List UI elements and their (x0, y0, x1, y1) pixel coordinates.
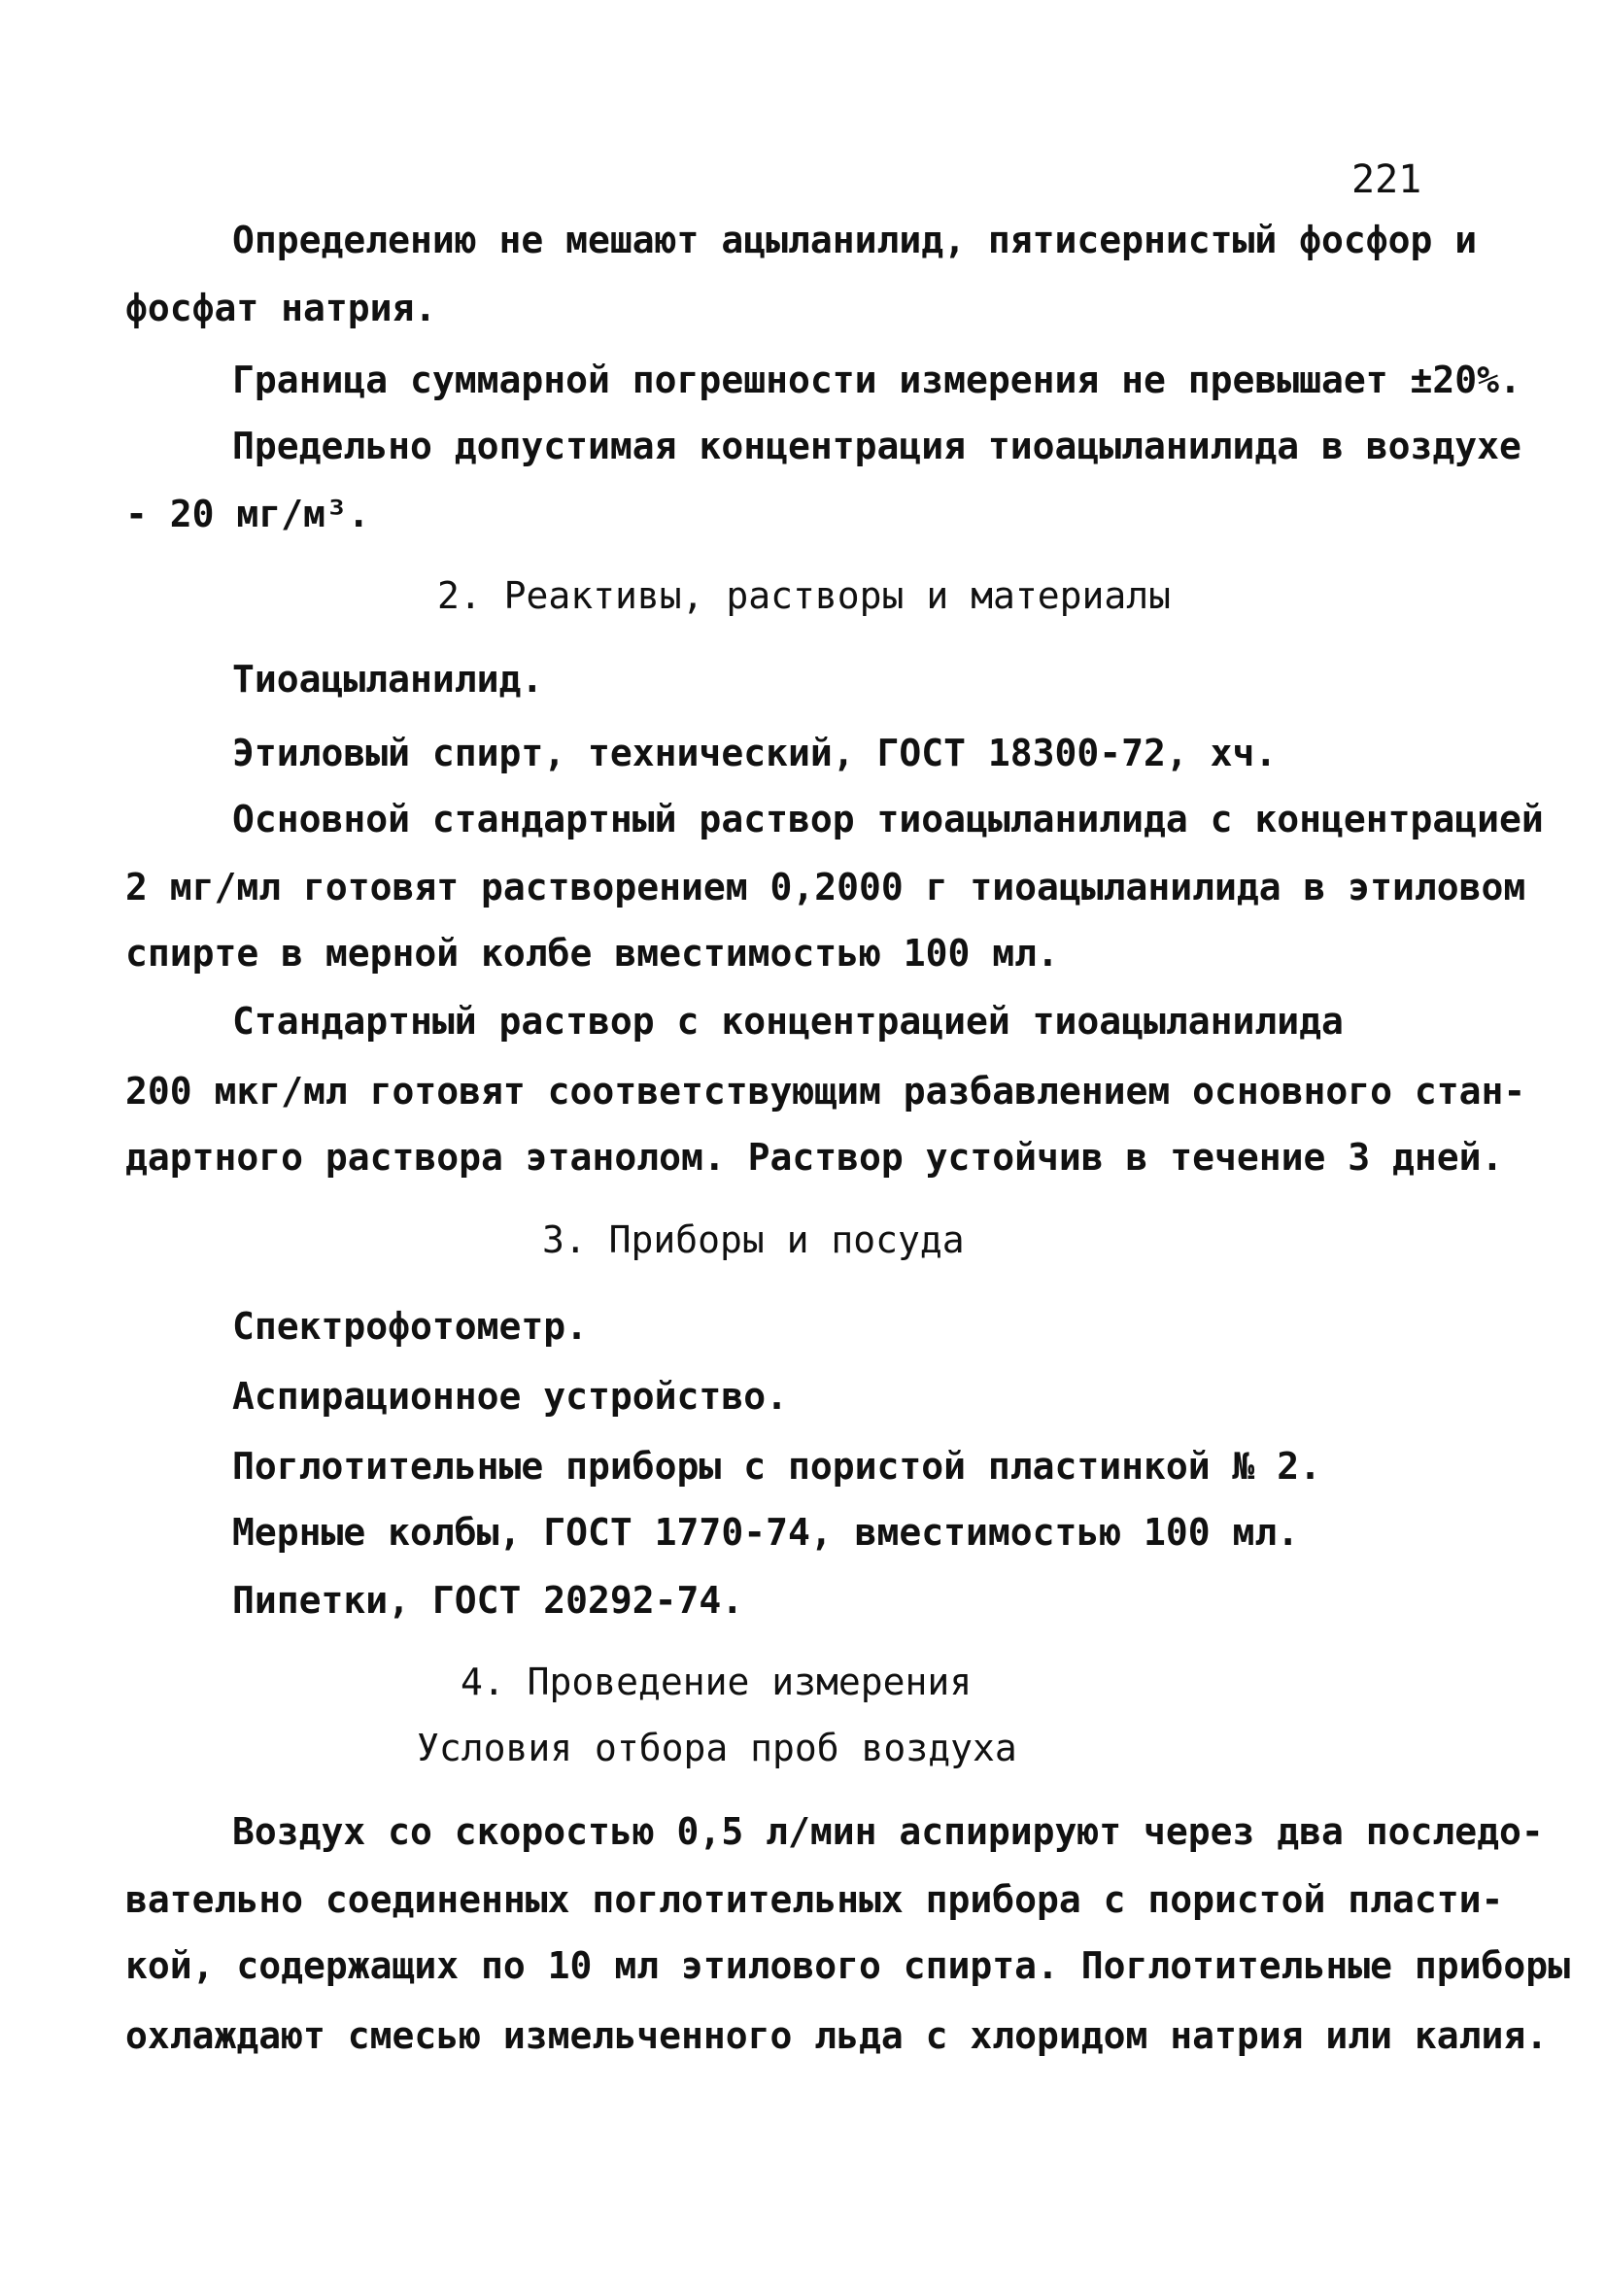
section-2-p1-line1: Основной стандартный раствор тиоацыланилида с концентрацией (232, 798, 1544, 840)
section-2-item-1: Тиоацыланилид. (232, 658, 544, 701)
section-4-subheading: Условия отбора проб воздуха (417, 1727, 1017, 1769)
section-2-p2-line1: Стандартный раствор с концентрацией тиоацыланилида (232, 1000, 1344, 1043)
section-3-item-4: Мерные колбы, ГОСТ 1770-74, вместимостью 100 мл. (232, 1511, 1300, 1554)
section-3-item-5: Пипетки, ГОСТ 20292-74. (232, 1579, 744, 1622)
intro-p2: Граница суммарной погрешности измерения не превышает ±20%. (232, 359, 1521, 401)
intro-p1-line1: Определению не мешают ацыланилид, пятисернистый фосфор и (232, 219, 1478, 261)
section-4-p1-line4: охлаждают смесью измельченного льда с хлоридом натрия или калия. (125, 2014, 1549, 2057)
section-2-p1-line3: спирте в мерной колбе вместимостью 100 мл. (125, 932, 1059, 975)
section-3-item-2: Аспирационное устройство. (232, 1375, 788, 1418)
section-4-p1-line3: кой, содержащих по 10 мл этилового спирта. Поглотительные приборы (125, 1944, 1571, 1987)
section-4-p1-line1: Воздух со скоростью 0,5 л/мин аспирируют через два последо- (232, 1810, 1544, 1853)
section-2-p2-line2: 200 мкг/мл готовят соответствующим разбавлением основного стан- (125, 1070, 1526, 1113)
section-3-heading: 3. Приборы и посуда (542, 1218, 965, 1261)
intro-p3-line2: - 20 мг/м³. (125, 493, 370, 535)
section-2-p2-line3: дартного раствора этанолом. Раствор устойчив в течение 3 дней. (125, 1136, 1504, 1179)
section-4-p1-line2: вательно соединенных поглотительных прибора с пористой пласти- (125, 1878, 1504, 1921)
section-3-item-1: Спектрофотометр. (232, 1305, 589, 1348)
page-number: 221 (1351, 157, 1422, 202)
section-3-item-3: Поглотительные приборы с пористой пластинкой № 2. (232, 1445, 1322, 1488)
section-2-heading: 2. Реактивы, растворы и материалы (437, 574, 1171, 617)
section-4-heading: 4. Проведение измерения (461, 1661, 973, 1703)
intro-p3-line1: Предельно допустимая концентрация тиоацыланилида в воздухе (232, 425, 1521, 467)
intro-p1-line2: фосфат натрия. (125, 287, 437, 329)
section-2-p1-line2: 2 мг/мл готовят растворением 0,2000 г тиоацыланилида в этиловом (125, 866, 1526, 908)
section-2-item-2: Этиловый спирт, технический, ГОСТ 18300-72, хч. (232, 732, 1278, 774)
